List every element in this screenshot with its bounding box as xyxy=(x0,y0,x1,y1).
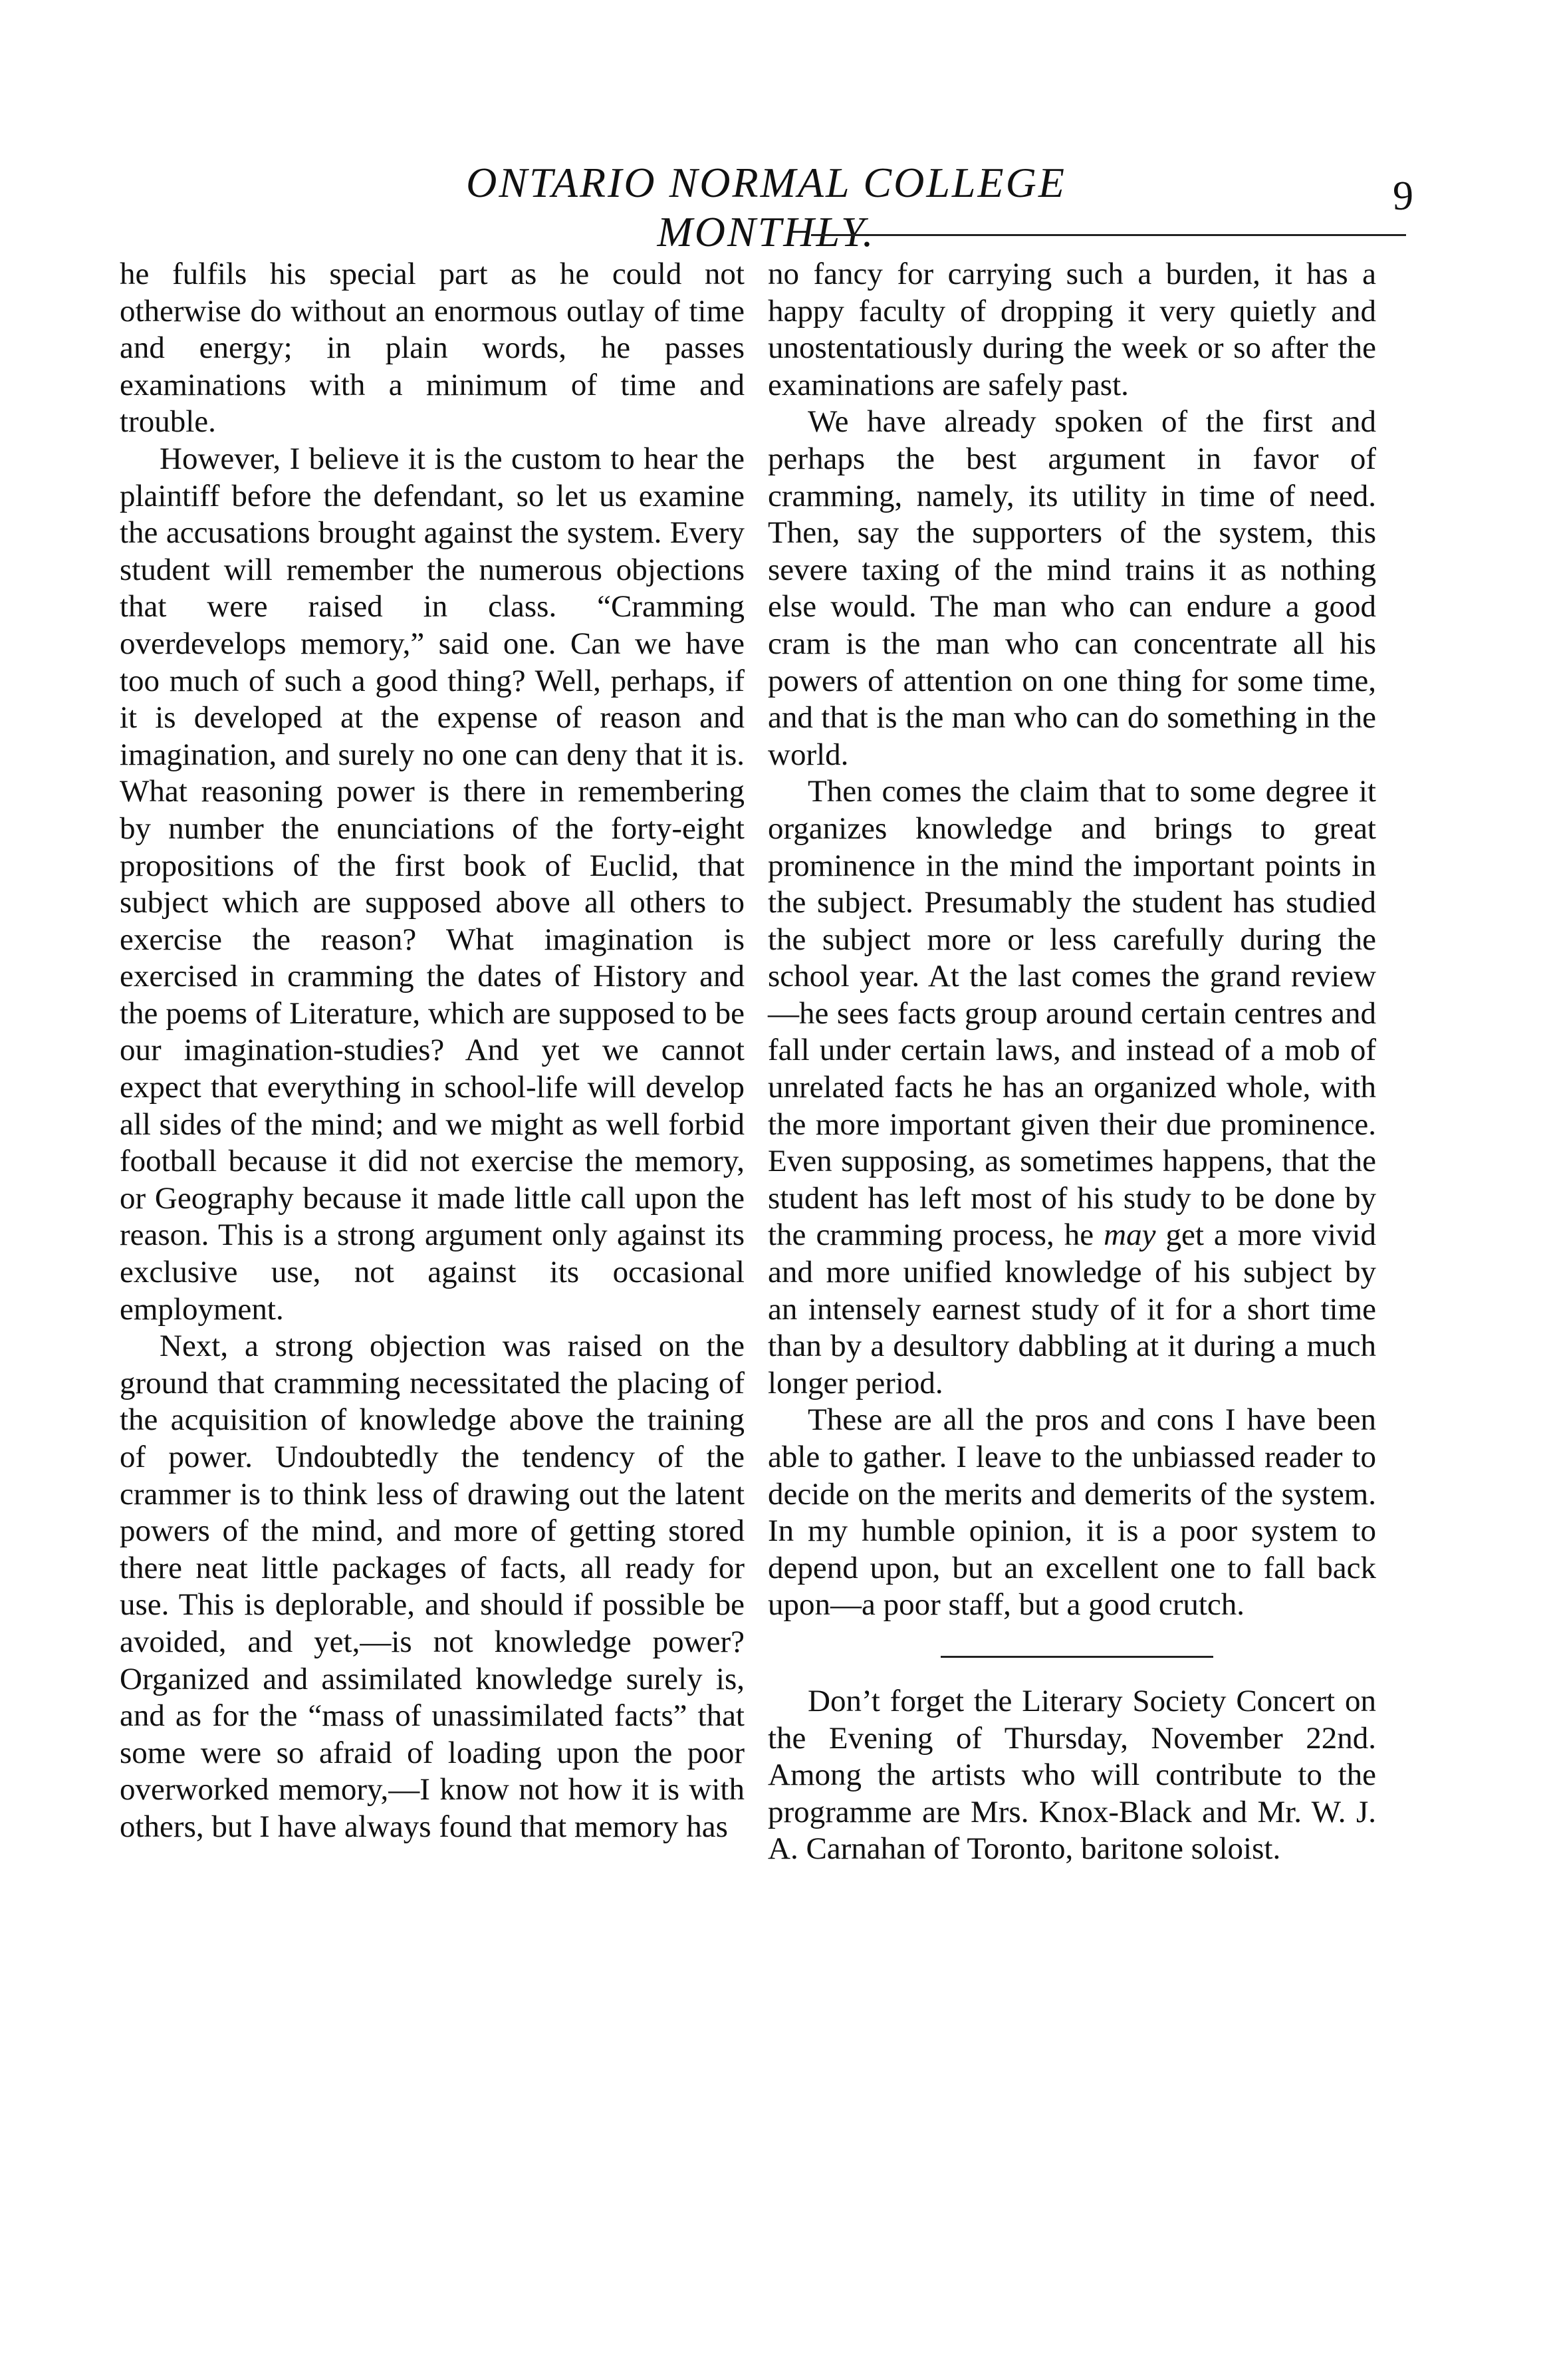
header-rule xyxy=(811,234,1406,236)
page-number: 9 xyxy=(1393,174,1413,219)
right-paragraph-1: no fancy for carrying such a burden, it has a happy faculty of dropping it very quietly and unostentatiously during the week or so after the examinations are safely past. xyxy=(768,257,1376,402)
right-paragraph-3-text-b: get a more vivid and more unified knowledge of his subject by an intensely earnest study of it for a short time than by a desultory dabbling at it during a much longer period. xyxy=(768,1218,1376,1400)
right-paragraph-3-text-a: Then comes the claim that to some degree it organizes knowledge and brings to great prominence in the mind the important points in the subject. Presumably the student has studied the subject more or less carefully during the school year. At the last comes the grand review—he sees facts group around certain centres and fall under certain laws, and instead of a mob of unrelated facts he has an organized whole, with the more important given their due prominence. Even supposing, as sometimes happens, that the student has left most of his study to be done by the cramming process, he xyxy=(768,774,1376,1253)
right-paragraph-4: These are all the pros and cons I have been able to gather. I leave to the unbiassed reader to decide on the merits and demerits of the system. In my humble opinion, it is a poor system to depend upon, but an excellent one to fall back upon—a poor staff, but a good crutch. xyxy=(768,1402,1376,1623)
right-column xyxy=(768,256,1376,1868)
right-paragraph-3 xyxy=(768,773,1376,1402)
left-column xyxy=(120,256,745,1846)
left-paragraph-2: However, I believe it is the custom to hear the plaintiff before the defendant, so let us examine the accusations brought against the system. Every student will remember the numerous objections that were raised in class. “Cramming overdevelops memory,” said one. Can we have too much of such a good thing? Well, perhaps, if it is developed at the expense of reason and imagination, and surely no one can deny that it is. What reasoning power is there in remembering by number the enunciations of the forty-eight propositions of the first book of Euclid, that subject which are supposed above all others to exercise the reason? What imagination is exercised in cramming the dates of History and the poems of Literature, which are supposed to be our imagination-studies? And yet we cannot expect that everything in school-life will develop all sides of the mind; and we might as well forbid football because it did not exercise the memory, or Geography because it made little call upon the reason. This is a strong argument only against its exclusive use, not against its occasional employment. xyxy=(120,441,745,1327)
left-paragraph-1: he fulfils his special part as he could not otherwise do without an enormous outlay of time and energy; in plain words, he passes examinations with a minimum of time and trouble. xyxy=(120,257,745,440)
page-header-title: ONTARIO NORMAL COLLEGE MONTHLY. xyxy=(466,159,1066,255)
right-paragraph-2: We have already spoken of the first and perhaps the best argument in favor of cramming, namely, its utility in time of need. Then, say the supporters of the system, this severe taxing of the mind trains it as nothing else would. The man who can endure a good cram is the man who can concentrate all his powers of attention on one thing for some time, and that is the man who can do something in the world. xyxy=(768,404,1376,772)
concert-notice: Don’t forget the Literary Society Concert on the Evening of Thursday, November 22nd. Among the artists who will contribute to the programme are Mrs. Knox-Black and Mr. W. J. A. Carnahan of Toronto, baritone soloist. xyxy=(768,1683,1376,1867)
section-divider xyxy=(941,1656,1213,1658)
emphasis-may: may xyxy=(1104,1218,1156,1253)
left-paragraph-3: Next, a strong objection was raised on the ground that cramming necessitated the placing of the acquisition of knowledge above the training of power. Undoubtedly the tendency of the crammer is to think less of drawing out the latent powers of the mind, and more of getting stored there neat little packages of facts, all ready for use. This is deplorable, and should if possible be avoided, and yet,—is not knowledge power? Organized and assimilated knowledge surely is, and as for the “mass of unassimilated facts” that some were so afraid of loading upon the poor overworked memory,—I know not how it is with others, but I have always found that memory has xyxy=(120,1329,745,1844)
